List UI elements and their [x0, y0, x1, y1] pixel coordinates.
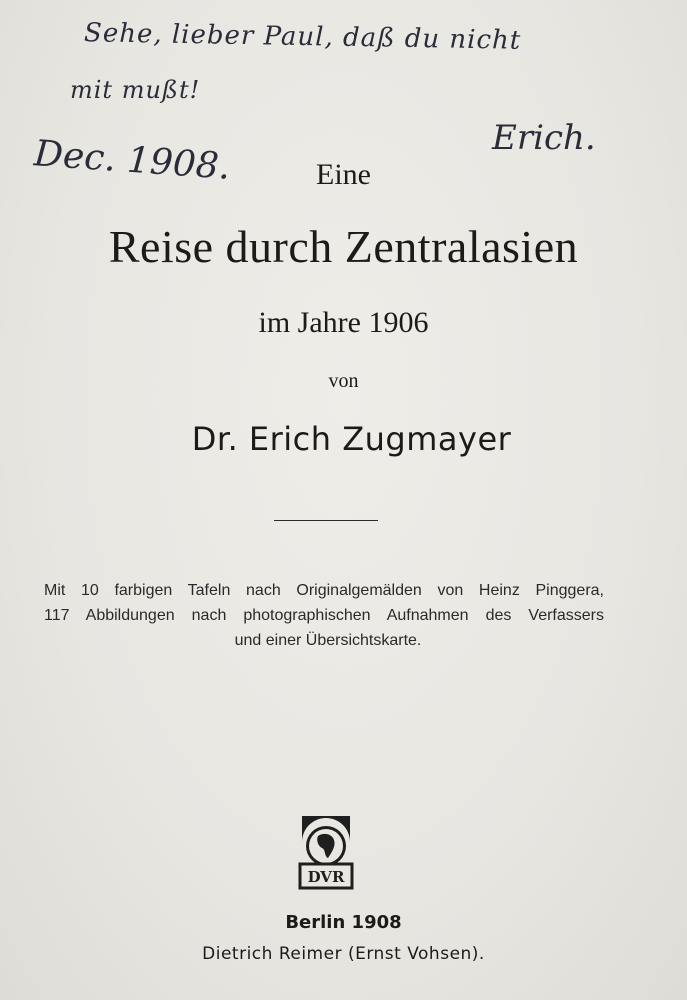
handwritten-dedication-line-1: Sehe, lieber Paul, daß du nicht [83, 18, 522, 56]
description-line-3: und einer Übersichtskarte. [234, 632, 422, 649]
title-prefix: Eine [316, 158, 371, 191]
handwritten-dedication-line-2: mit mußt! [70, 76, 201, 104]
title-year-line: im Jahre 1906 [258, 306, 429, 339]
handwritten-date: Dec. 1908. [32, 133, 232, 188]
byline-von: von [328, 370, 359, 392]
divider-rule [274, 520, 378, 521]
publisher-logo [296, 812, 356, 892]
description-line-2: 117 Abbildungen nach photographischen Aufnahmen des Verfassers [44, 607, 604, 624]
logo-monogram: DVR [307, 868, 345, 886]
book-title: Reise durch Zentralasien [108, 221, 579, 272]
imprint-city-year: Berlin 1908 [285, 912, 402, 933]
description-line-1: Mit 10 farbigen Tafeln nach Originalgemälden von Heinz Pinggera, [44, 582, 604, 599]
handwritten-signature: Erich. [492, 118, 596, 158]
imprint-publisher: Dietrich Reimer (Ernst Vohsen). [202, 944, 485, 964]
author-name: Dr. Erich Zugmayer [191, 420, 512, 458]
